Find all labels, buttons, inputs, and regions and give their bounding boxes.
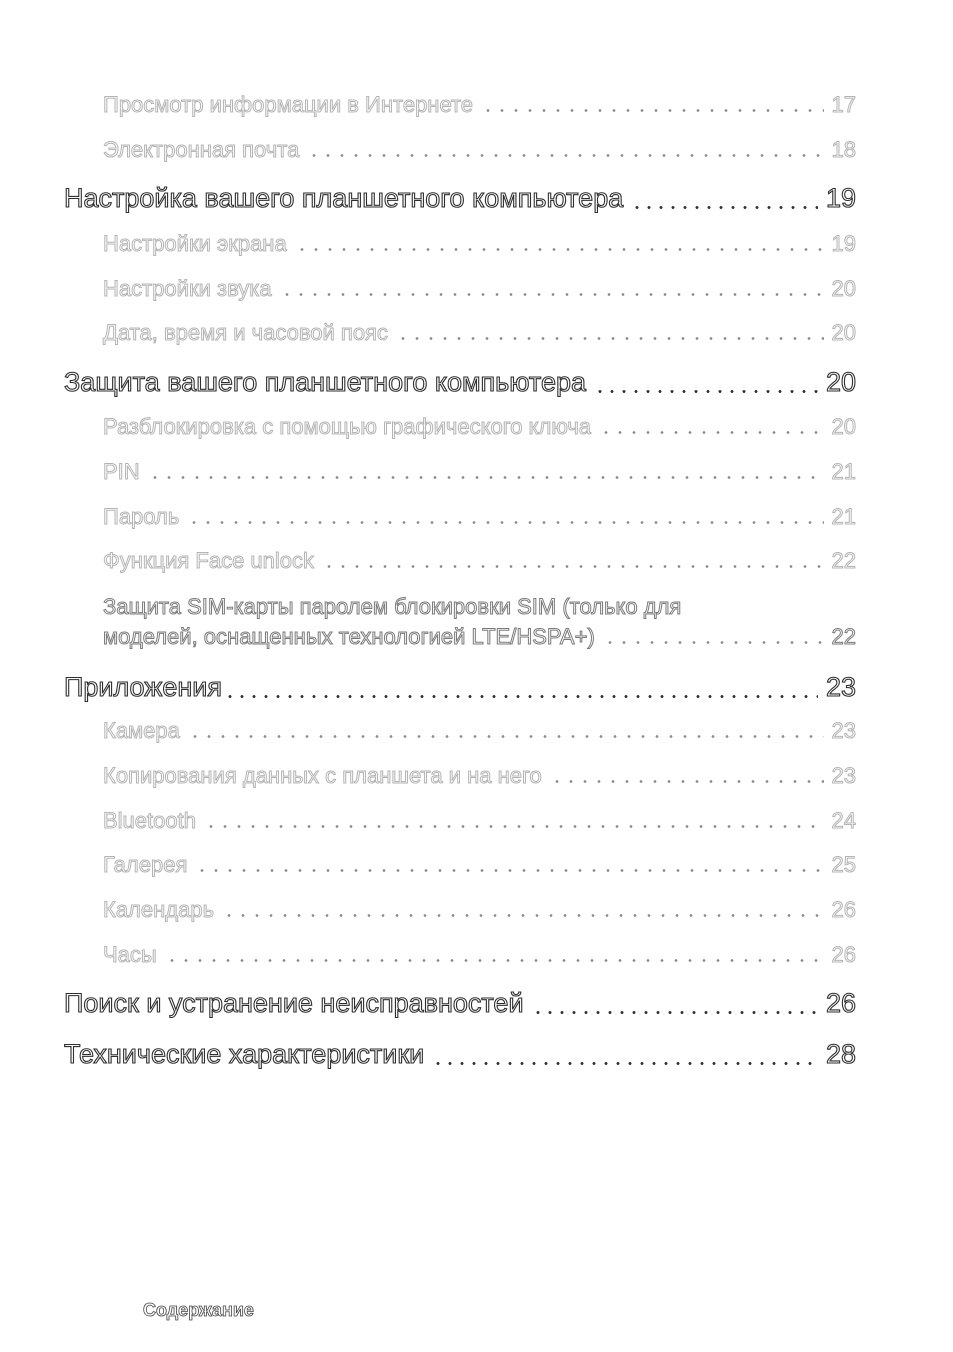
toc-entry-page: 24 bbox=[831, 808, 856, 833]
toc-entry-page: 26 bbox=[831, 942, 856, 967]
toc-entry-page: 23 bbox=[831, 718, 856, 743]
toc-entry-page: 20 bbox=[831, 414, 856, 439]
toc-entry-title: Настройки экрана bbox=[103, 231, 287, 256]
toc-entry-sound-settings[interactable] bbox=[103, 276, 856, 302]
toc-entry-pattern-unlock[interactable] bbox=[103, 414, 856, 440]
toc-entry-bluetooth[interactable] bbox=[103, 808, 856, 834]
page-footer-label: Содержание bbox=[143, 1300, 254, 1320]
dot-leader bbox=[396, 337, 824, 340]
toc-entry-title: Bluetooth bbox=[103, 808, 196, 833]
toc-section-security[interactable] bbox=[64, 367, 856, 398]
toc-entry-page: 25 bbox=[831, 852, 856, 877]
toc-entry-title: Часы bbox=[103, 942, 157, 967]
dot-leader bbox=[148, 476, 824, 479]
toc-section-page: 26 bbox=[825, 988, 856, 1018]
dot-leader bbox=[224, 695, 818, 698]
toc-entry-title: Галерея bbox=[103, 852, 188, 877]
toc-section-title: Технические характеристики bbox=[64, 1039, 425, 1069]
toc-entry-page: 26 bbox=[831, 897, 856, 922]
dot-leader bbox=[603, 641, 824, 644]
toc-entry-title: Пароль bbox=[103, 504, 180, 529]
dot-leader bbox=[532, 1011, 818, 1014]
toc-entry-data-copy[interactable] bbox=[103, 763, 856, 789]
toc-entry-page: 17 bbox=[831, 92, 856, 117]
toc-entry-page: 18 bbox=[831, 137, 856, 162]
toc-entry-gallery[interactable] bbox=[103, 852, 856, 878]
toc-section-page: 19 bbox=[825, 183, 856, 213]
dot-leader bbox=[307, 154, 823, 157]
toc-entry-title: Электронная почта bbox=[103, 137, 300, 162]
toc-entry-title: Просмотр информации в Интернете bbox=[103, 92, 474, 117]
toc-section-title: Настройка вашего планшетного компьютера bbox=[64, 183, 624, 213]
dot-leader bbox=[187, 521, 823, 524]
toc-entry-page: 22 bbox=[831, 624, 856, 649]
toc-entry-title: PIN bbox=[103, 459, 140, 484]
toc-entry-title: Календарь bbox=[103, 897, 215, 922]
dot-leader bbox=[195, 869, 823, 872]
toc-entry-page: 22 bbox=[831, 548, 856, 573]
toc-entry-page: 20 bbox=[831, 320, 856, 345]
dot-leader bbox=[295, 248, 824, 251]
dot-leader bbox=[481, 109, 823, 112]
dot-leader bbox=[322, 565, 823, 568]
toc-entry-title: Настройки звука bbox=[103, 276, 272, 301]
toc-entry-password[interactable] bbox=[103, 504, 856, 530]
dot-leader bbox=[599, 431, 823, 434]
toc-entry-page: 20 bbox=[831, 276, 856, 301]
toc-entry-title-line2: моделей, оснащенных технологией LTE/HSPA+) bbox=[103, 624, 595, 649]
toc-entry-date-time[interactable] bbox=[103, 320, 856, 346]
toc-entry-internet[interactable] bbox=[103, 92, 856, 118]
dot-leader bbox=[188, 735, 824, 738]
toc-entry-title: Дата, время и часовой пояс bbox=[103, 320, 388, 345]
toc-entry-title-line1: Защита SIM-карты паролем блокировки SIM (только для bbox=[103, 594, 682, 619]
dot-leader bbox=[165, 959, 824, 962]
dot-leader bbox=[204, 825, 824, 828]
dot-leader bbox=[550, 780, 824, 783]
toc-entry-page: 21 bbox=[831, 504, 856, 529]
toc-entry-page: 21 bbox=[831, 459, 856, 484]
toc-entry-face-unlock[interactable] bbox=[103, 548, 856, 574]
toc-entry-title: Функция Face unlock bbox=[103, 548, 315, 573]
dot-leader bbox=[222, 914, 823, 917]
toc-section-troubleshooting[interactable] bbox=[64, 988, 856, 1019]
toc-section-title: Защита вашего планшетного компьютера bbox=[64, 367, 587, 397]
toc-entry-display-settings[interactable] bbox=[103, 231, 856, 257]
toc-entry-title: Камера bbox=[103, 718, 180, 743]
toc-entry-email[interactable] bbox=[103, 137, 856, 163]
toc-section-specifications[interactable] bbox=[64, 1039, 856, 1070]
toc-section-apps[interactable] bbox=[64, 672, 856, 703]
dot-leader bbox=[432, 1062, 818, 1065]
toc-section-setup[interactable] bbox=[64, 183, 856, 214]
dot-leader bbox=[280, 293, 824, 296]
toc-entry-camera[interactable] bbox=[103, 718, 856, 744]
toc-section-page: 23 bbox=[825, 672, 856, 702]
toc-section-page: 20 bbox=[825, 367, 856, 397]
toc-entry-page: 19 bbox=[831, 231, 856, 256]
dot-leader bbox=[631, 206, 818, 209]
dot-leader bbox=[594, 390, 818, 393]
toc-entry-page: 23 bbox=[831, 763, 856, 788]
toc-entry-title: Копирования данных с планшета и на него bbox=[103, 763, 542, 788]
toc-entry-pin[interactable] bbox=[103, 459, 856, 485]
toc-entry-calendar[interactable] bbox=[103, 897, 856, 923]
toc-section-page: 28 bbox=[825, 1039, 856, 1069]
toc-entry-sim-lock[interactable] bbox=[103, 594, 856, 650]
toc-entry-title: Разблокировка с помощью графического ключа bbox=[103, 414, 592, 439]
toc-entry-clock[interactable] bbox=[103, 942, 856, 968]
toc-section-title: Приложения bbox=[64, 672, 222, 702]
toc-section-title: Поиск и устранение неисправностей bbox=[64, 988, 524, 1018]
